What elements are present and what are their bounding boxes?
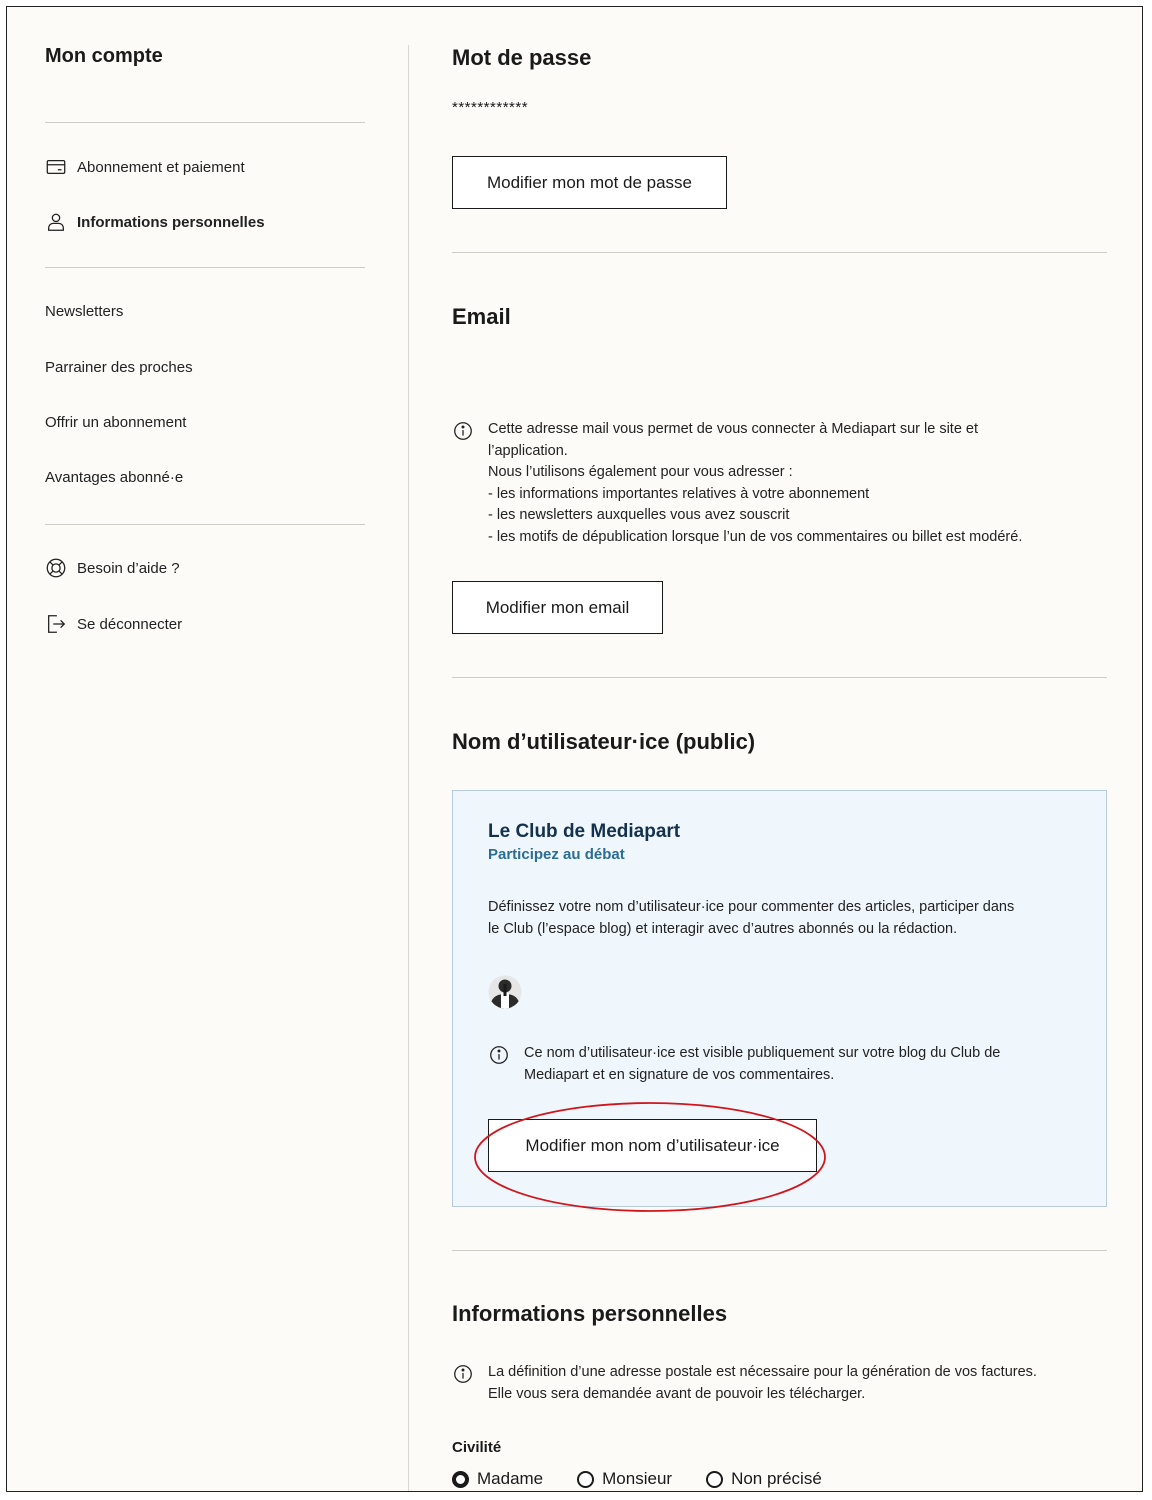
sidebar-divider — [45, 524, 365, 525]
sidebar-divider — [45, 122, 365, 123]
info-icon — [452, 1363, 474, 1385]
sidebar-divider — [45, 267, 365, 268]
user-icon — [45, 211, 67, 233]
radio-label: Madame — [477, 1469, 544, 1488]
radio-label: Non précisé — [731, 1469, 822, 1488]
change-email-button[interactable]: Modifier mon email — [452, 581, 663, 634]
sidebar-item-label: Offrir un abonnement — [45, 414, 187, 431]
account-page — [6, 6, 1143, 1492]
info-line: - les motifs de dépublication lorsque l’un de vos commentaires ou billet est modéré. — [488, 528, 1023, 545]
sidebar-item-sponsor[interactable] — [45, 359, 193, 376]
personal-info-title: Informations personnelles — [452, 1301, 728, 1326]
club-title: Le Club de Mediapart — [488, 821, 681, 842]
sidebar-item-label: Abonnement et paiement — [77, 158, 245, 176]
username-info — [488, 1043, 1000, 1086]
club-description — [488, 897, 1014, 940]
credit-card-icon — [45, 156, 67, 178]
info-icon — [488, 1044, 510, 1066]
sidebar-item-newsletters[interactable] — [45, 303, 123, 320]
info-line: Ce nom d’utilisateur·ice est visible publiquement sur votre blog du Club de — [524, 1045, 1001, 1061]
civility-radio-group — [452, 1469, 822, 1489]
password-masked-value: ************ — [452, 99, 529, 116]
radio-unselected-icon[interactable] — [706, 1471, 723, 1488]
civility-label: Civilité — [452, 1439, 502, 1456]
sidebar-item-label: Newsletters — [45, 303, 124, 320]
personal-info-note — [452, 1362, 1037, 1405]
club-description-line: Définissez votre nom d’utilisateur·ice pour commenter des articles, participer dans — [488, 899, 1015, 915]
sidebar-item-subscription[interactable] — [45, 156, 245, 178]
info-line: - les informations importantes relatives à votre abonnement — [488, 485, 870, 502]
sidebar-item-label: Avantages abonné·e — [45, 469, 184, 486]
civility-option-non-precise[interactable] — [706, 1469, 822, 1489]
sidebar-title: Mon compte — [45, 45, 163, 67]
radio-selected-icon[interactable] — [452, 1471, 469, 1488]
column-divider — [408, 45, 409, 1492]
section-divider — [452, 677, 1107, 678]
email-info — [452, 419, 1022, 548]
username-title: Nom d’utilisateur·ice (public) — [452, 729, 756, 754]
info-line: - les newsletters auxquelles vous avez souscrit — [488, 507, 790, 523]
civility-option-monsieur[interactable] — [577, 1469, 672, 1489]
radio-label: Monsieur — [602, 1469, 673, 1488]
civility-option-madame[interactable] — [452, 1469, 543, 1489]
club-description-line: le Club (l’espace blog) et interagir avec d’autres abonnés ou la rédaction. — [488, 920, 958, 937]
lifebuoy-icon — [45, 557, 67, 579]
sidebar-item-label: Informations personnelles — [77, 213, 265, 231]
sidebar-item-benefits[interactable] — [45, 469, 183, 486]
section-divider — [452, 1250, 1107, 1251]
club-card — [452, 790, 1107, 1207]
radio-unselected-icon[interactable] — [577, 1471, 594, 1488]
section-divider — [452, 252, 1107, 253]
password-title: Mot de passe — [452, 45, 592, 70]
sidebar-item-personal-info[interactable] — [45, 211, 265, 233]
info-line: Nous l’utilisons également pour vous adresser : — [488, 464, 793, 480]
sidebar-item-label: Besoin d’aide ? — [77, 559, 180, 577]
club-subtitle: Participez au débat — [488, 846, 625, 863]
info-line: Mediapart et en signature de vos commentaires. — [524, 1066, 835, 1083]
avatar — [488, 975, 522, 1009]
logout-icon — [45, 613, 67, 635]
info-line: La définition d’une adresse postale est nécessaire pour la génération de vos factures. — [488, 1364, 1037, 1380]
email-title: Email — [452, 304, 511, 329]
sidebar-item-gift-subscription[interactable] — [45, 414, 186, 431]
sidebar-item-help[interactable] — [45, 557, 180, 579]
change-username-button[interactable]: Modifier mon nom d’utilisateur·ice — [488, 1119, 817, 1172]
info-line: Elle vous sera demandée avant de pouvoir les télécharger. — [488, 1385, 866, 1402]
info-icon — [452, 420, 474, 442]
info-line: l’application. — [488, 442, 568, 459]
change-password-button[interactable]: Modifier mon mot de passe — [452, 156, 727, 209]
sidebar-item-label: Se déconnecter — [77, 615, 183, 633]
sidebar-item-label: Parrainer des proches — [45, 359, 193, 376]
info-line: Cette adresse mail vous permet de vous connecter à Mediapart sur le site et — [488, 421, 979, 437]
sidebar-item-logout[interactable] — [45, 613, 182, 635]
